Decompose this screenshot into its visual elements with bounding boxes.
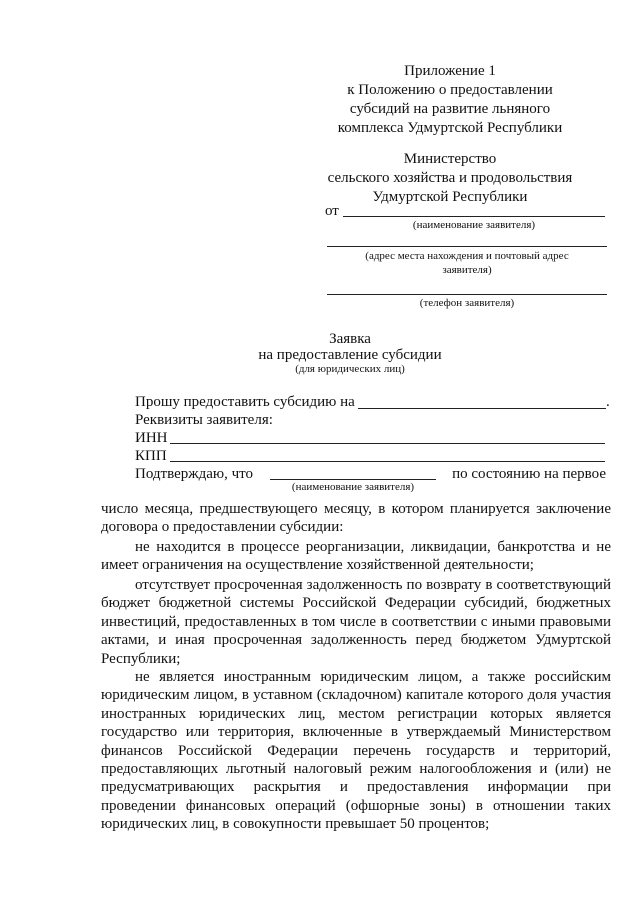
appendix-ref-line-2: субсидий на развитие льняного (349, 101, 551, 117)
requisites-label: Реквизиты заявителя: (135, 412, 273, 428)
document-subtitle-note: (для юридических лиц) (295, 363, 405, 375)
request-label: Прошу предоставить субсидию на (135, 394, 355, 410)
applicant-name-field[interactable] (343, 216, 605, 217)
kpp-field[interactable] (170, 461, 605, 462)
addressee-line-2: сельского хозяйства и продовольствия (327, 170, 573, 186)
paragraph-no-overdue-debt: отсутствует просроченная задолженность по возврату в соответствующий бюджет бюджетной системы Российской Федерации субсидий, бюджетных инвестиций, предоставленных в том числе в соответствии с иными правовыми актами, и иная просроченная задолженность перед бюджетом Удмуртской Республики; (101, 577, 611, 667)
document-title: Заявка (329, 331, 371, 347)
appendix-ref-line-3: комплекса Удмуртской Республики (337, 120, 563, 136)
addressee-line-3: Удмуртской Республики (372, 189, 528, 205)
paragraph-no-reorganization: не находится в процессе реорганизации, ликвидации, банкротства и не имеет ограничения на осуществление хозяйственной деятельности; (101, 539, 611, 574)
applicant-phone-caption: (телефон заявителя) (419, 297, 515, 309)
addressee-line-1: Министерство (403, 151, 497, 167)
kpp-label: КПП (135, 448, 167, 464)
applicant-phone-field[interactable] (327, 294, 607, 295)
applicant-address-caption-2: заявителя) (442, 264, 492, 276)
request-period: . (606, 394, 610, 410)
confirm-applicant-caption: (наименование заявителя) (291, 481, 415, 493)
confirm-date-label: по состоянию на первое (452, 466, 606, 482)
from-label: от (325, 203, 339, 219)
confirm-applicant-field[interactable] (270, 479, 436, 480)
appendix-title: Приложение 1 (404, 63, 496, 79)
document-subtitle: на предоставление субсидии (258, 347, 442, 363)
inn-label: ИНН (135, 430, 168, 446)
applicant-address-caption-1: (адрес места нахождения и почтовый адрес (365, 250, 569, 262)
appendix-ref-line-1: к Положению о предоставлении (347, 82, 553, 98)
applicant-name-caption: (наименование заявителя) (412, 219, 536, 231)
confirm-label: Подтверждаю, что (135, 466, 254, 482)
paragraph-continuation: число месяца, предшествующего месяцу, в котором планируется заключение договора о предоставлении субсидии: (101, 501, 611, 536)
inn-field[interactable] (170, 443, 605, 444)
applicant-address-field[interactable] (327, 246, 607, 247)
subsidy-purpose-field[interactable] (358, 408, 606, 409)
paragraph-not-foreign-entity: не является иностранным юридическим лицом, а также российским юридическим лицом, в уставном (складочном) капитале которого доля участия иностранных юридических лиц, местом регистрации которых является государство или территория, включенные в утверждаемый Министерством финансов Российской Федерации перечень государств и территорий, предоставляющих льготный налоговый режим налогообложения и (или) не предусматривающих раскрытия и предоставления информации при проведении финансовых операций (офшорные зоны) в отношении таких юридических лиц, в совокупности превышает 50 процентов; (101, 669, 611, 833)
